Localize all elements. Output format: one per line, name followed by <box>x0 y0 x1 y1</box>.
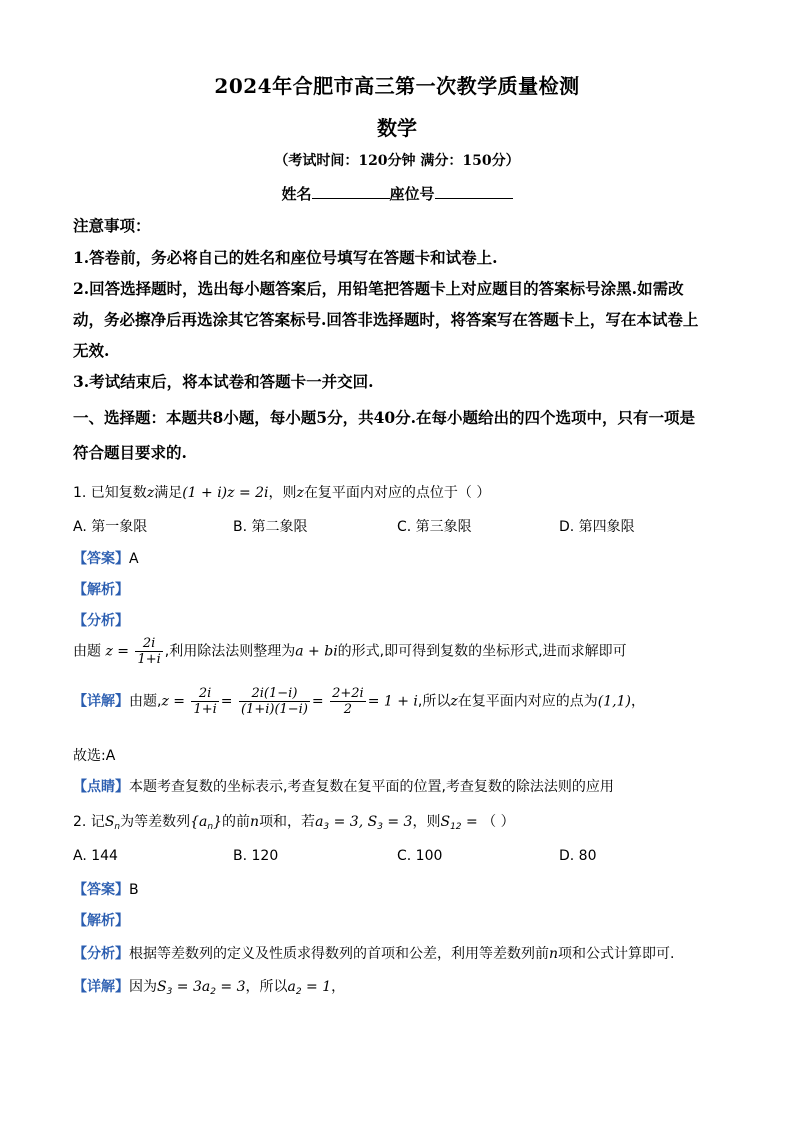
answer-tag: 【答案】 <box>73 551 129 567</box>
q2-option-c: C. 100 <box>397 848 443 864</box>
q1-var-z: z <box>146 485 155 501</box>
detail-tag: 【详解】 <box>73 693 129 710</box>
section-1-line-2: 符合题目要求的. <box>73 443 187 462</box>
q2-cond-sub: 3 <box>377 822 383 832</box>
q1-dianjing-text: 本题考查复数的坐标表示,考查复数在复平面的位置,考查复数的除法法则的应用 <box>129 779 614 795</box>
exam-title: 2024年合肥市高三第一次教学质量检测 <box>214 74 580 98</box>
q1-fenxi-text: 由题 <box>73 643 101 660</box>
q1-detail-fraction-3 <box>330 686 366 717</box>
q1-fenxi-eq: z = <box>105 643 130 660</box>
fraction-numerator: 2i(1−i) <box>239 686 310 702</box>
q1-stem-text: ，则 <box>268 485 297 501</box>
q2-option-a: A. 144 <box>73 848 118 864</box>
q2-cond: a <box>315 814 324 830</box>
notice-item-2-line-1: 2.回答选择题时，选出每小题答案后，用铅笔把答题卡上对应题目的答案标号涂黑.如需改 <box>73 279 684 298</box>
notice-item-2-line-3: 无效. <box>73 341 110 360</box>
q2-target: S <box>440 814 451 830</box>
q1-fenxi-text: 的形式,即可得到复数的坐标形式,进而求解即可 <box>337 643 627 660</box>
fraction-numerator: 2i <box>135 636 162 652</box>
q1-stem-text: 在复平面内对应的点位于（ ） <box>303 485 491 501</box>
q1-fenxi-heading <box>73 610 723 630</box>
q2-detail-eq: = 1 <box>301 979 332 995</box>
q2-fenxi-text: 根据等差数列的定义及性质求得数列的首项和公差，利用等差数列前 <box>129 946 549 962</box>
subject-title: 数学 <box>377 116 417 140</box>
q2-stem-text: = （ ） <box>461 814 515 830</box>
q2-cond: = 3 <box>382 814 413 830</box>
q1-answer-line <box>73 548 723 568</box>
notice-heading: 注意事项： <box>73 216 151 235</box>
section-1-line-1: 一、选择题：本题共8小题，每小题5分，共40分.在每小题给出的四个选项中，只有一项是 <box>73 408 696 427</box>
q1-detail-eq: z = <box>161 693 186 710</box>
q2-fenxi-text: 项和公式计算即可. <box>558 946 675 962</box>
q2-analysis-heading <box>73 910 723 930</box>
q1-detail-text: 由题, <box>129 693 162 710</box>
q2-detail-text: ， <box>331 979 346 995</box>
analysis-tag: 【解析】 <box>73 582 129 598</box>
q1-detail-fraction-2 <box>239 686 310 717</box>
q1-option-a: A. 第一象限 <box>73 519 148 535</box>
q1-detail-point: (1,1) <box>597 693 631 710</box>
q1-option-b: B. 第二象限 <box>233 519 308 535</box>
q2-detail-sub: 3 <box>166 987 173 997</box>
analysis-tag: 【解析】 <box>73 913 129 929</box>
q1-detail-text: ， <box>630 693 645 710</box>
fenxi-tag: 【分析】 <box>73 946 129 962</box>
q2-option-b: B. 120 <box>233 848 279 864</box>
seat-label: 座位号 <box>389 185 435 203</box>
q1-analysis-heading <box>73 579 723 599</box>
q1-stem-text: 1. 已知复数 <box>73 485 147 501</box>
q2-stem-text: 为等差数列 <box>120 814 191 830</box>
q1-var-z: z <box>296 485 304 501</box>
q2-detail-text: ，所以 <box>245 979 288 995</box>
q1-detail-eq: = <box>220 693 233 710</box>
q2-detail-sub: 2 <box>210 987 216 997</box>
name-blank[interactable] <box>312 185 390 199</box>
q1-option-d: D. 第四象限 <box>559 519 635 535</box>
q2-detail-eq: a <box>287 979 296 995</box>
answer-tag: 【答案】 <box>73 882 129 898</box>
q2-detail-sub: 2 <box>295 987 302 997</box>
question-1-stem <box>73 482 723 502</box>
q2-seq: {a <box>190 814 208 830</box>
time-info: （考试时间：120分钟 满分：150分） <box>274 153 520 169</box>
q2-answer: B <box>129 882 139 898</box>
q2-var-n: n <box>250 814 260 830</box>
q2-target-sub: 12 <box>450 822 462 832</box>
q2-stem-text: 项和，若 <box>259 814 316 830</box>
notice-item-3: 3.考试结束后，将本试卷和答题卡一并交回. <box>73 372 374 391</box>
dianjing-tag: 【点睛】 <box>73 779 129 795</box>
fraction-denominator: (1+i)(1−i) <box>240 702 308 717</box>
q2-var-n: n <box>549 946 559 962</box>
q1-detail-eq: = 1 + i <box>367 693 418 710</box>
q2-detail-text: 因为 <box>129 979 157 995</box>
notice-item-1: 1.答卷前，务必将自己的姓名和座位号填写在答题卡和试卷上. <box>73 248 498 267</box>
q1-stem-text: 满足 <box>154 485 183 501</box>
q2-cond-sub: 3 <box>323 822 330 832</box>
q2-stem-text: ，则 <box>412 814 441 830</box>
q1-detail-body <box>73 686 723 717</box>
q2-detail-eq: S <box>157 979 167 995</box>
q2-stem-text: 的前 <box>222 814 251 830</box>
q2-answer-line <box>73 879 723 899</box>
name-label: 姓名 <box>281 185 312 203</box>
q2-seq-sub: n <box>207 822 214 832</box>
q1-detail-text: 在复平面内对应的点为 <box>457 693 598 710</box>
q2-seq: } <box>213 814 223 830</box>
q2-detail <box>73 976 723 997</box>
fraction-numerator: 2i <box>191 686 218 702</box>
q2-detail-eq: = 3 <box>215 979 246 995</box>
q1-fenxi-text: ,利用除法法则整理为 <box>164 643 296 660</box>
notice-item-2-line-2: 动，务必擦净后再选涂其它答案标号.回答非选择题时，将答案写在答题卡上，写在本试卷上 <box>73 310 699 329</box>
q2-fenxi <box>73 943 723 963</box>
fraction-denominator: 2 <box>343 702 353 717</box>
q1-answer: A <box>129 551 139 567</box>
q1-detail-fraction-1 <box>191 686 218 717</box>
q2-option-d: D. 80 <box>559 848 597 864</box>
fraction-numerator: 2+2i <box>332 686 364 701</box>
q1-fenxi-form: a + bi <box>295 643 338 660</box>
q1-fenxi-body <box>73 636 723 667</box>
q1-fenxi-fraction <box>135 636 162 667</box>
q1-var-z: z <box>450 693 458 710</box>
q2-stem-text: 2. 记 <box>73 814 105 830</box>
q1-choose: 故选:A <box>73 748 116 764</box>
seat-blank[interactable] <box>435 185 513 199</box>
q2-sn: S <box>104 814 115 830</box>
fraction-denominator: 1+i <box>137 652 161 667</box>
q1-option-c: C. 第三象限 <box>397 519 472 535</box>
fraction-denominator: 1+i <box>193 702 217 717</box>
name-seat-row <box>0 183 794 204</box>
q1-detail-eq: = <box>311 693 324 710</box>
detail-tag: 【详解】 <box>73 979 129 995</box>
q2-sn-sub: n <box>114 822 121 832</box>
q2-cond: = 3, S <box>329 814 378 830</box>
q1-dianjing <box>73 776 723 796</box>
q2-detail-eq: = 3a <box>172 979 211 995</box>
question-2-stem <box>73 811 723 832</box>
q1-equation: (1 + i)z = 2i <box>182 485 269 501</box>
q1-detail-text: ,所以 <box>417 693 451 710</box>
fenxi-tag: 【分析】 <box>73 613 129 629</box>
